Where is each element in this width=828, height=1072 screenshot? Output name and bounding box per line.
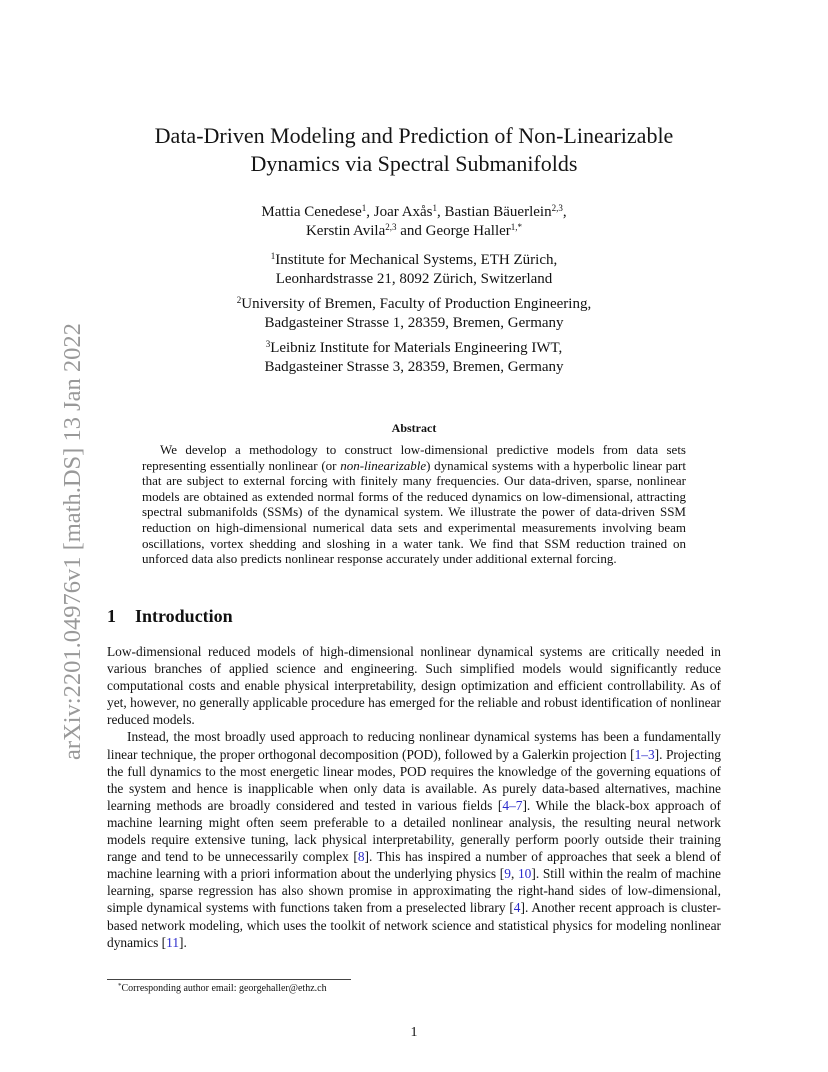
- citation-link[interactable]: 1–3: [634, 746, 655, 762]
- affiliation: $^2$University of Bremen, Faculty of Production Engineering, Badgasteiner Strasse 1, 28359, Bremen, Germany: [236, 295, 592, 331]
- author: Joar Axås$^1$,: [373, 203, 445, 220]
- author: George Haller$^{1,*}$: [425, 222, 523, 239]
- affiliation-list: [107, 251, 721, 383]
- author: Bastian Bäuerlein$^{2,3}$,: [444, 203, 567, 220]
- citation-link[interactable]: 4: [513, 900, 521, 916]
- author: Kerstin Avila$^{2,3}$ and: [305, 222, 426, 239]
- page-number: 1: [410, 1025, 418, 1040]
- paragraph: Instead, the most broadly used approach to reducing nonlinear dynamical systems has been a fundamentally linear technique, the proper orthogonal decomposition (POD), followed by a Galerkin projection [1–3]. Projecting the full dynamics to the most energetic linear modes, POD requires the knowledge of the governing equations of the system and hence is inapplicable when only data is available. As purely data-based alternatives, machine learning methods are broadly considered and tested in various fields [4–7]. While the black-box approach of machine learning might often seem preferable to a detailed nonlinear analysis, the resulting neural network models require extensive tuning, lack physical interpretability, generally perform poorly outside their training range and tend to be unnecessarily complex [8]. This has inspired a number of approaches that seek a blend of machine learning with a priori information about the underlying physics [9, 10]. Still within the realm of machine learning, sparse regression has also shown promise in approximating the right-hand sides of low-dimensional, simple dynamical systems with functions taken from a preselected library [4]. Another recent approach is cluster-based network modeling, which uses the toolkit of network science and statistical physics for modeling nonlinear dynamics [11].: [107, 729, 722, 950]
- author: Mattia Cenedese$^1$,: [261, 203, 374, 220]
- abstract-text: We develop a methodology to construct low-dimensional predictive models from data sets representing essentially nonlinear (or non-linearizable) dynamical systems with a hyperbolic linear part that are subject to external forcing with finitely many frequencies. Our data-driven, sparse, nonlinear models are obtained as extended normal forms of the reduced dynamics on low-dimensional, attracting spectral submanifolds (SSMs) of the dynamical system. We illustrate the power of data-driven SSM reduction on high-dimensional numerical data sets and experimental measurements involving beam oscillations, vortex shedding and sloshing in a water tank. We find that SSM reduction trained on unforced data also predicts nonlinear response accurately under additional external forcing.: [142, 442, 686, 567]
- author-list: [107, 203, 721, 241]
- section-heading: [107, 606, 407, 627]
- footnote-divider: [107, 979, 351, 980]
- abstract-heading: Abstract: [391, 421, 437, 435]
- citation-link[interactable]: 10: [517, 866, 532, 882]
- paragraph: Low-dimensional reduced models of high-dimensional nonlinear dynamical systems are critically needed in various branches of applied science and engineering. Such simplified models would significantly reduce computational costs and enable physical interpretability, design optimization and efficient controllability. As of yet, however, no generally applicable procedure has emerged for the reliable and robust identification of nonlinear reduced models.: [107, 644, 721, 728]
- citation-link[interactable]: 4–7: [502, 797, 523, 813]
- affiliation: $^1$Institute for Mechanical Systems, ETH Zürich, Leonhardstrasse 21, 8092 Zürich, Switzerland: [270, 251, 558, 287]
- section-title: Introduction: [135, 606, 233, 626]
- citation-link[interactable]: 8: [357, 849, 365, 865]
- arxiv-identifier: arXiv:2201.04976v1 [math.DS] 13 Jan 2022: [59, 323, 86, 760]
- citation-link[interactable]: 9: [504, 866, 511, 882]
- footnote: *Corresponding author email: georgehaller@ethz.ch: [118, 982, 327, 994]
- affiliation: $^3$Leibniz Institute for Materials Engineering IWT, Badgasteiner Strasse 3, 28359, Bremen, Germany: [264, 339, 564, 375]
- citation-link[interactable]: 11: [166, 934, 180, 950]
- section-number: 1: [107, 606, 116, 626]
- emphasis: non-linearizable: [340, 457, 427, 473]
- title-line: Data-Driven Modeling and Prediction of Non-Linearizable: [154, 123, 674, 148]
- paper-title: [107, 122, 721, 178]
- title-line: Dynamics via Spectral Submanifolds: [250, 151, 578, 176]
- body-text: [107, 643, 721, 951]
